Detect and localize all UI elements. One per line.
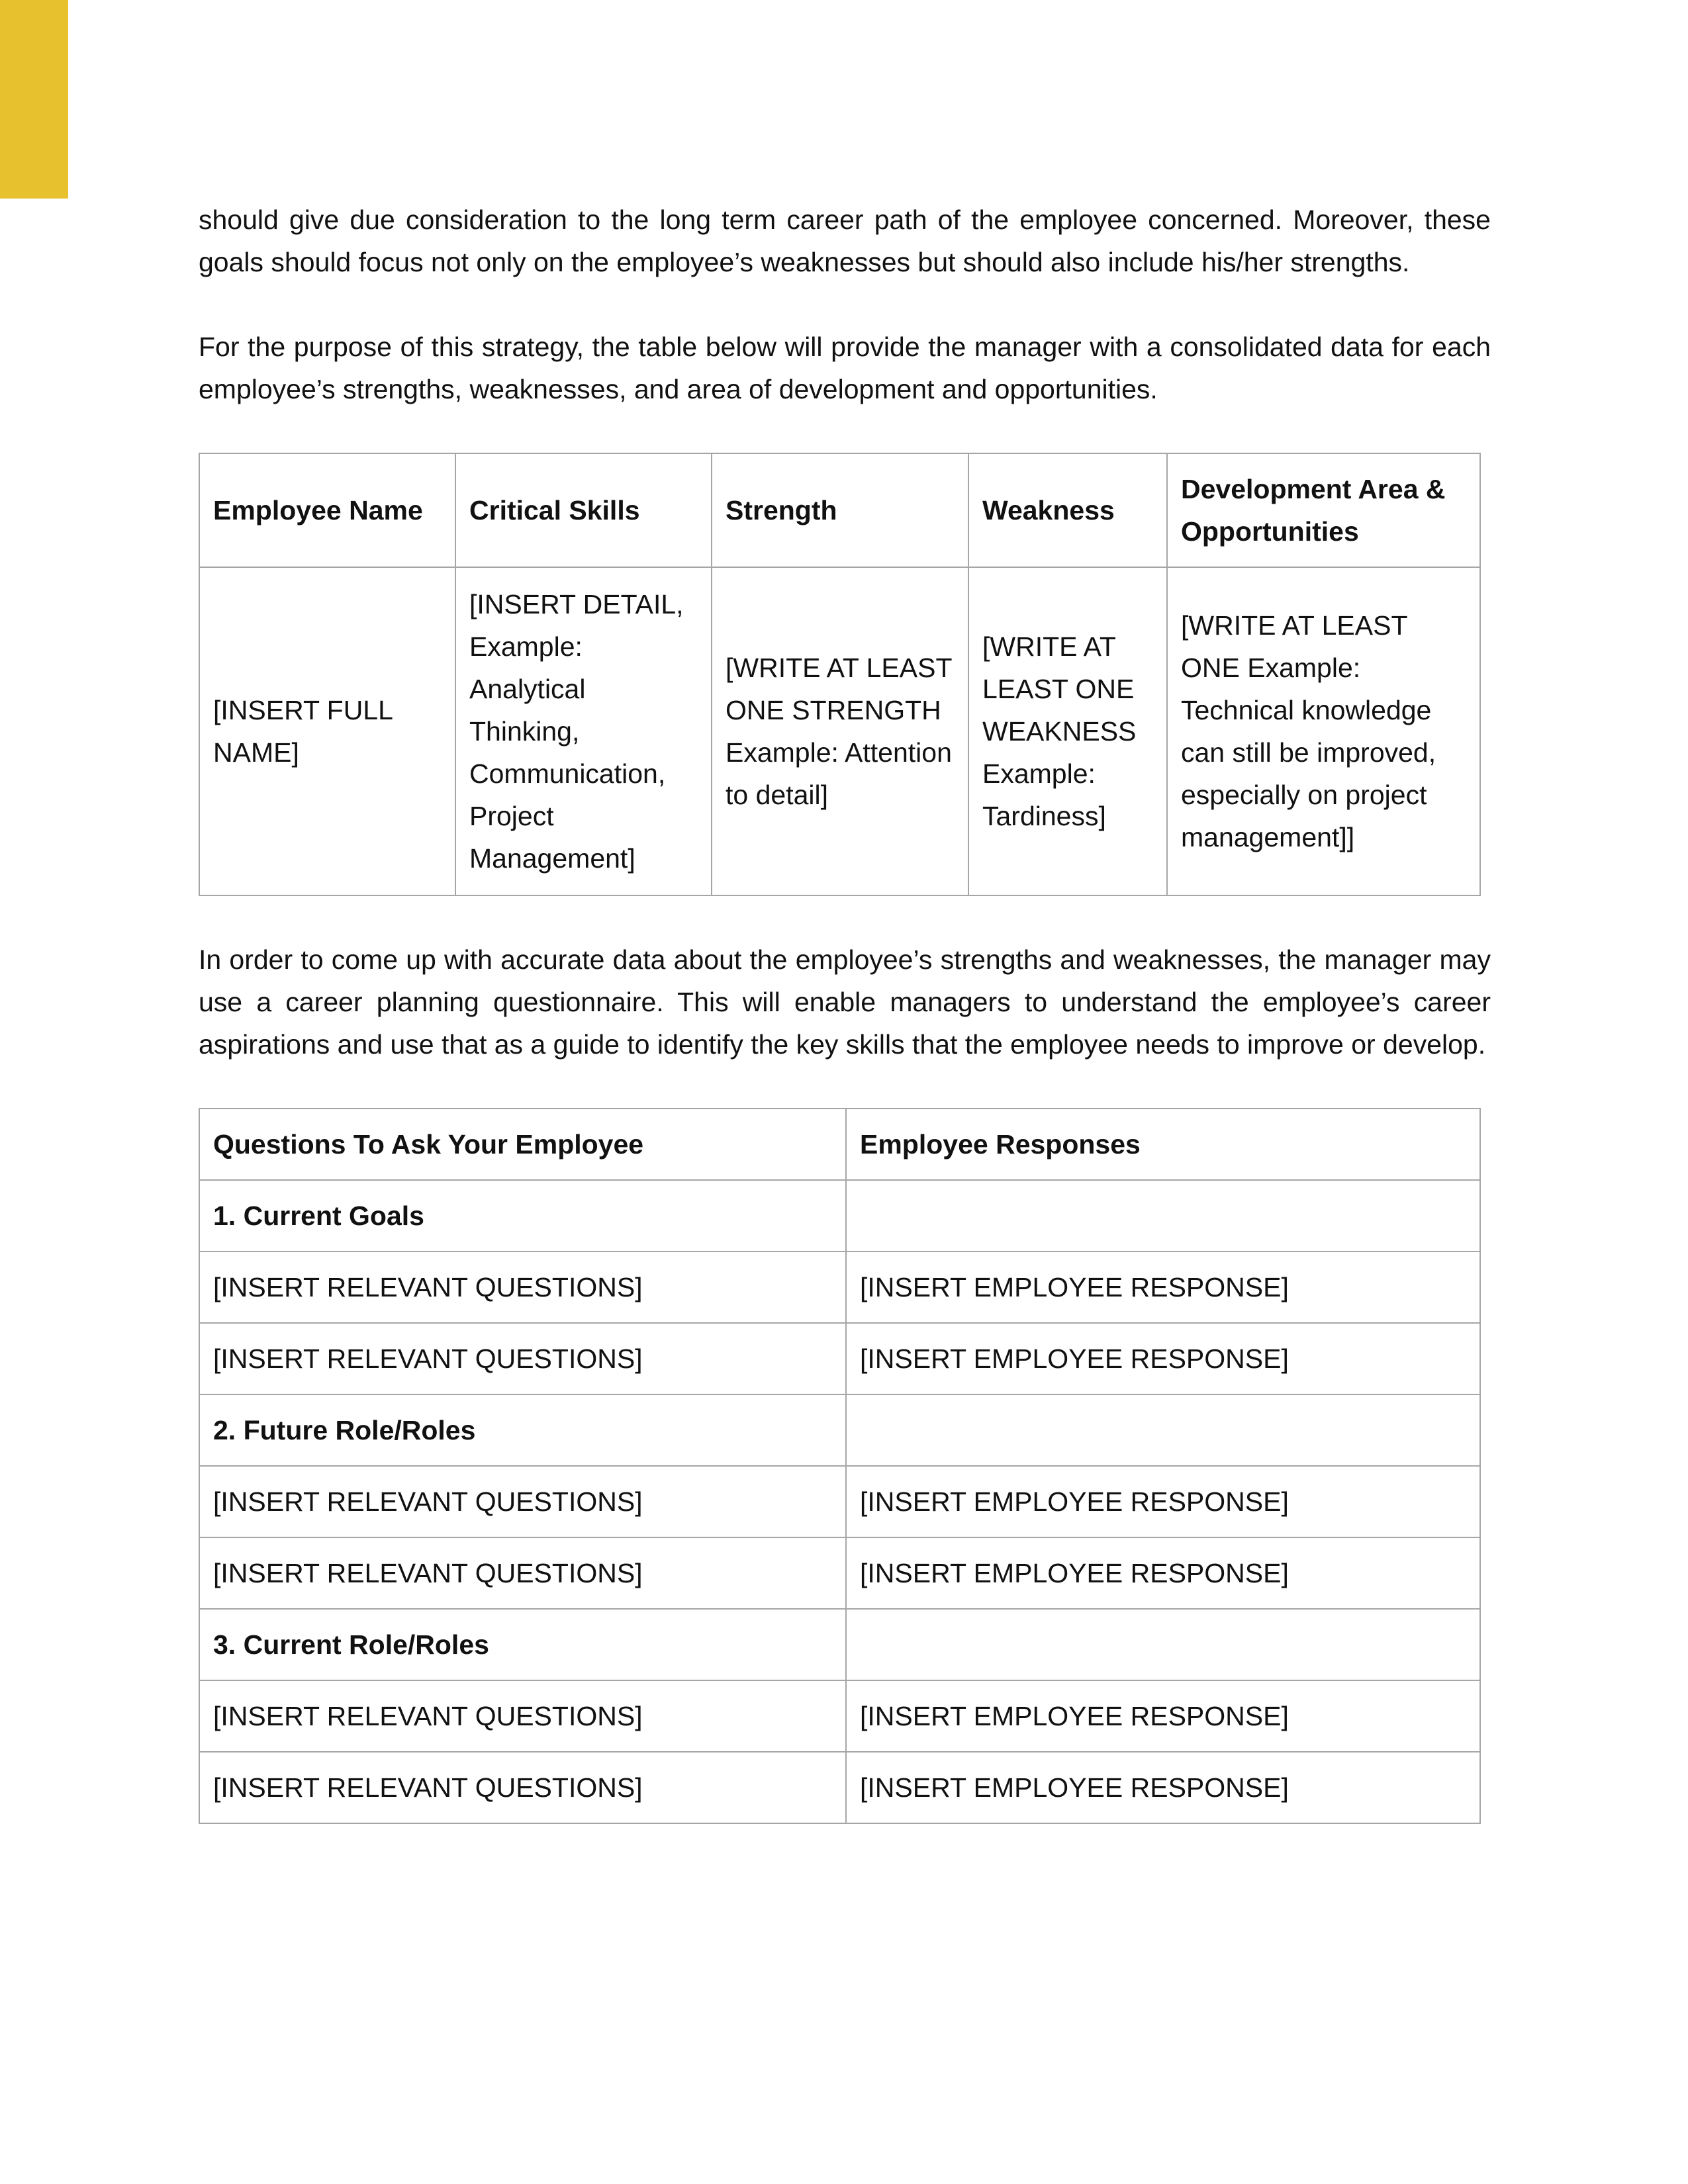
questions-table <box>199 1108 1481 1824</box>
question-row <box>199 1323 1480 1394</box>
cell-critical-skills[interactable]: [INSERT DETAIL, Example: Analytical Thinking, Communication, Project Management] <box>455 567 712 895</box>
response-cell[interactable]: [INSERT EMPLOYEE RESPONSE] <box>846 1466 1480 1537</box>
header-critical-skills: Critical Skills <box>455 453 712 567</box>
cell-employee-name[interactable]: [INSERT FULL NAME] <box>199 567 455 895</box>
document-body <box>199 199 1491 1824</box>
header-development-area: Development Area & Opportunities <box>1167 453 1480 567</box>
empty-response-cell[interactable] <box>846 1609 1480 1680</box>
question-cell[interactable]: [INSERT RELEVANT QUESTIONS] <box>199 1752 846 1823</box>
response-cell[interactable]: [INSERT EMPLOYEE RESPONSE] <box>846 1323 1480 1394</box>
section-row-current-roles <box>199 1609 1480 1680</box>
question-row <box>199 1537 1480 1609</box>
response-cell[interactable]: [INSERT EMPLOYEE RESPONSE] <box>846 1680 1480 1752</box>
questions-table-header-row <box>199 1109 1480 1180</box>
question-row <box>199 1752 1480 1823</box>
question-row <box>199 1680 1480 1752</box>
question-row <box>199 1251 1480 1323</box>
skills-table <box>199 453 1481 896</box>
response-cell[interactable]: [INSERT EMPLOYEE RESPONSE] <box>846 1752 1480 1823</box>
skills-table-header-row <box>199 453 1480 567</box>
question-cell[interactable]: [INSERT RELEVANT QUESTIONS] <box>199 1680 846 1752</box>
cell-development-area[interactable]: [WRITE AT LEAST ONE Example: Technical knowledge can still be improved, especially on project management]] <box>1167 567 1480 895</box>
section-title: 2. Future Role/Roles <box>199 1394 846 1466</box>
empty-response-cell[interactable] <box>846 1394 1480 1466</box>
section-title: 1. Current Goals <box>199 1180 846 1251</box>
header-responses: Employee Responses <box>846 1109 1480 1180</box>
cell-strength[interactable]: [WRITE AT LEAST ONE STRENGTH Example: Attention to detail] <box>712 567 968 895</box>
intro-paragraph-1: should give due consideration to the long term career path of the employee concerned. Moreover, these goals should focus not only on the employee’s weaknesses but should also include his/her strengths. <box>199 205 1491 277</box>
question-cell[interactable]: [INSERT RELEVANT QUESTIONS] <box>199 1537 846 1609</box>
question-cell[interactable]: [INSERT RELEVANT QUESTIONS] <box>199 1466 846 1537</box>
section-row-future-roles <box>199 1394 1480 1466</box>
response-cell[interactable]: [INSERT EMPLOYEE RESPONSE] <box>846 1251 1480 1323</box>
empty-response-cell[interactable] <box>846 1180 1480 1251</box>
response-cell[interactable]: [INSERT EMPLOYEE RESPONSE] <box>846 1537 1480 1609</box>
section-row-current-goals <box>199 1180 1480 1251</box>
header-strength: Strength <box>712 453 968 567</box>
header-employee-name: Employee Name <box>199 453 455 567</box>
section-title: 3. Current Role/Roles <box>199 1609 846 1680</box>
skills-table-row <box>199 567 1480 895</box>
question-cell[interactable]: [INSERT RELEVANT QUESTIONS] <box>199 1251 846 1323</box>
question-cell[interactable]: [INSERT RELEVANT QUESTIONS] <box>199 1323 846 1394</box>
header-questions: Questions To Ask Your Employee <box>199 1109 846 1180</box>
yellow-accent-tab <box>0 0 68 199</box>
question-row <box>199 1466 1480 1537</box>
questionnaire-paragraph: In order to come up with accurate data about the employee’s strengths and weaknesses, the manager may use a career planning questionnaire. This will enable managers to understand the employee’s career aspirations and use that as a guide to identify the key skills that the employee needs to improve or develop. <box>199 944 1491 1060</box>
intro-paragraph-2: For the purpose of this strategy, the table below will provide the manager with a consolidated data for each employee’s strengths, weaknesses, and area of development and opportunities. <box>199 332 1491 404</box>
cell-weakness[interactable]: [WRITE AT LEAST ONE WEAKNESS Example: Tardiness] <box>968 567 1167 895</box>
header-weakness: Weakness <box>968 453 1167 567</box>
